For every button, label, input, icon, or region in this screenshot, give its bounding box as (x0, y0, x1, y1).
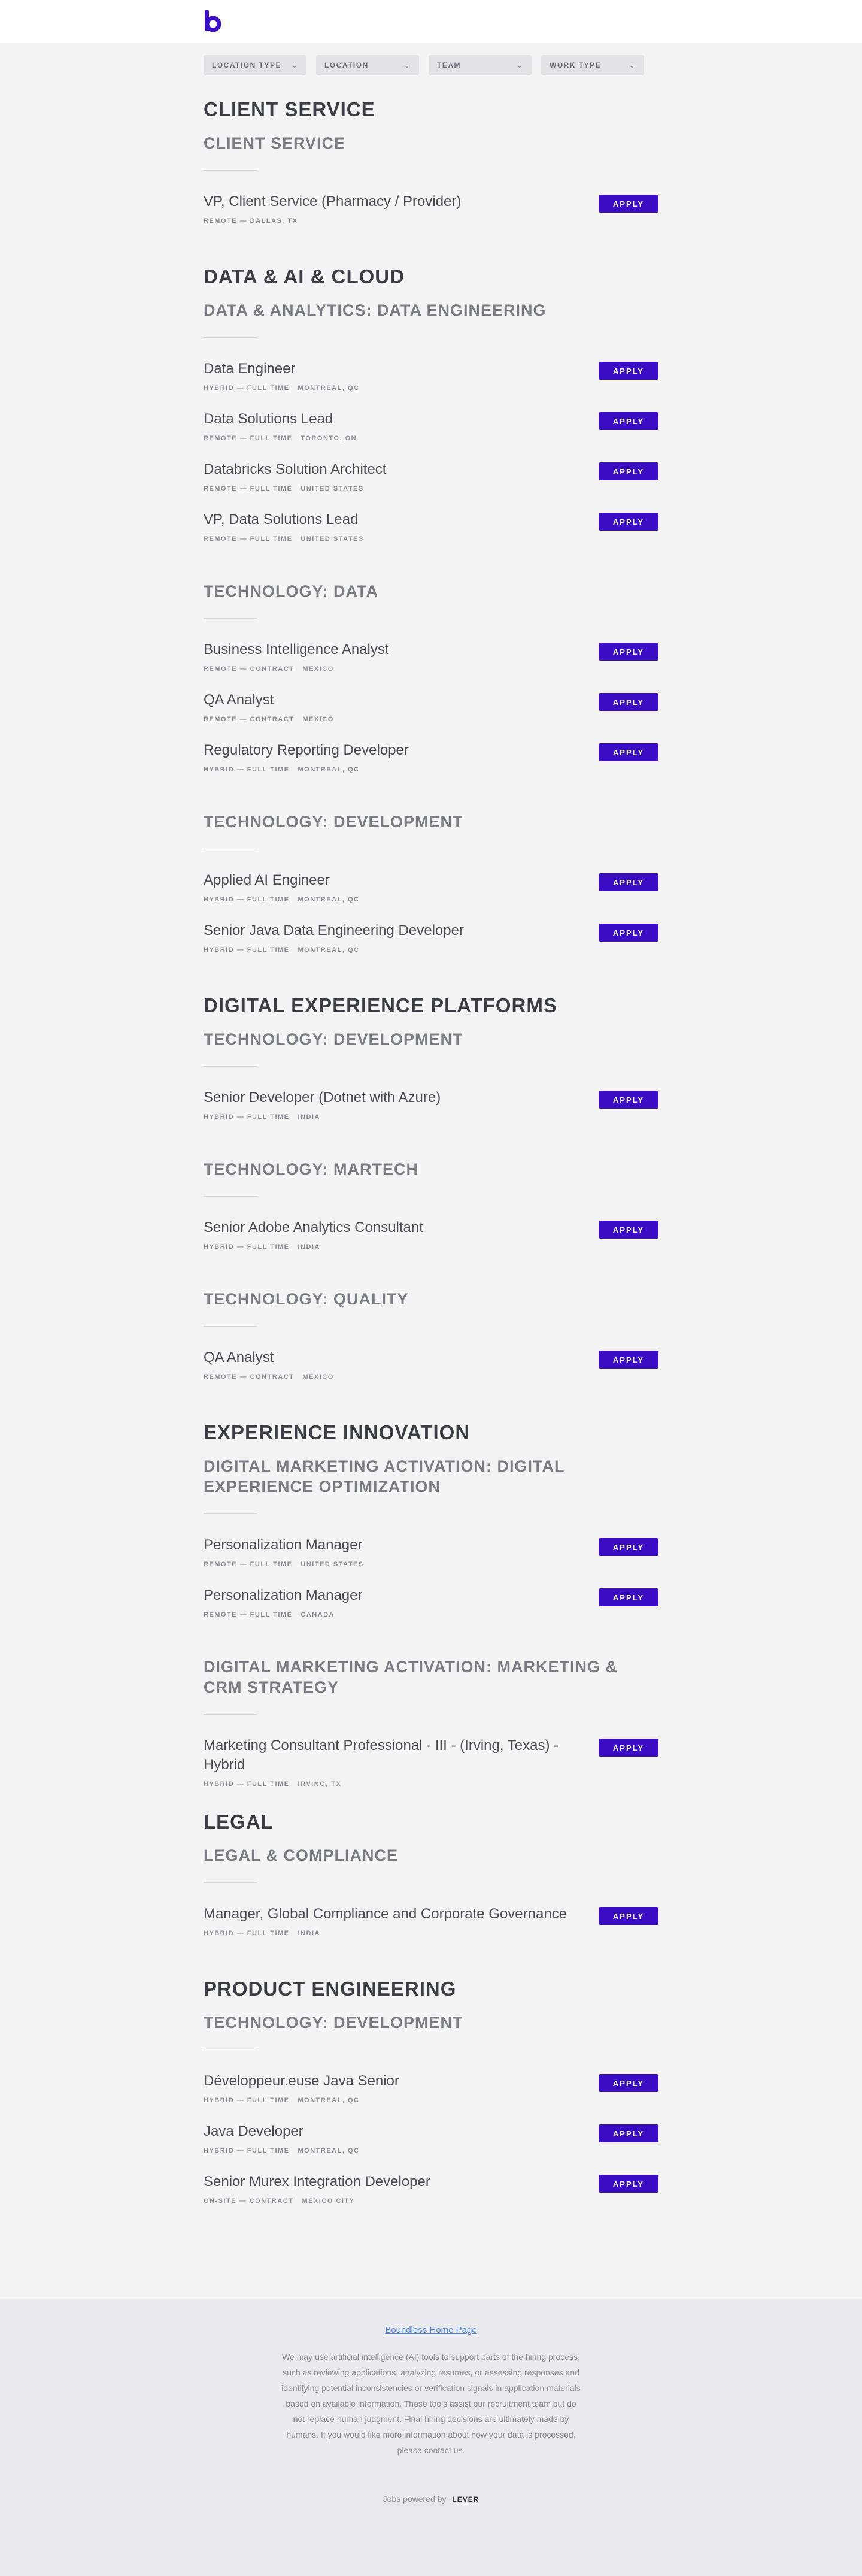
apply-button[interactable]: APPLY (599, 1538, 658, 1556)
posting-info (204, 691, 334, 723)
job-title-link[interactable]: Databricks Solution Architect (204, 461, 387, 477)
job-title-link[interactable]: Senior Developer (Dotnet with Azure) (204, 1089, 441, 1106)
posting-info (204, 1905, 567, 1937)
posting-meta (204, 1243, 423, 1251)
work-type: HYBRID — FULL TIME (204, 1781, 290, 1788)
work-type: REMOTE — FULL TIME (204, 435, 293, 442)
department-section (204, 265, 658, 971)
job-posting (204, 192, 658, 243)
job-title-link[interactable]: Développeur.euse Java Senior (204, 2073, 399, 2089)
department-title: DIGITAL EXPERIENCE PLATFORMS (204, 994, 557, 1016)
job-location: INDIA (298, 1113, 320, 1121)
chevron-down-icon: ⌄ (292, 62, 298, 69)
work-type: HYBRID — FULL TIME (204, 896, 290, 903)
job-location: MEXICO CITY (302, 2197, 355, 2205)
posting-meta (204, 2097, 399, 2104)
filter-location-type[interactable] (204, 55, 306, 75)
posting-info (204, 359, 359, 392)
top-bar (0, 0, 862, 43)
job-location: TORONTO, ON (301, 435, 357, 442)
posting-meta (204, 665, 389, 673)
posting-info (204, 1088, 441, 1121)
job-title-link[interactable]: VP, Client Service (Pharmacy / Provider) (204, 193, 462, 210)
team-divider (204, 1066, 257, 1067)
posting-info (204, 510, 364, 543)
posting-info (204, 1586, 363, 1618)
department-title: LEGAL (204, 1811, 274, 1833)
home-page-link[interactable]: Boundless Home Page (385, 2325, 477, 2335)
apply-button[interactable]: APPLY (599, 2074, 658, 2092)
posting-meta (204, 1930, 567, 1937)
posting-info (204, 1218, 423, 1251)
team-divider (204, 1882, 257, 1883)
team-title: CLIENT SERVICE (204, 134, 346, 152)
team-divider (204, 1196, 257, 1197)
filter-label: LOCATION TYPE (212, 61, 281, 69)
team-title: DIGITAL MARKETING ACTIVATION: DIGITAL EXPERIENCE OPTIMIZATION (204, 1457, 564, 1496)
main-content (204, 55, 658, 2223)
apply-button[interactable]: APPLY (599, 1907, 658, 1925)
apply-button[interactable]: APPLY (599, 1091, 658, 1109)
job-posting (204, 2172, 658, 2223)
job-location: MONTREAL, QC (298, 385, 360, 392)
team-title: LEGAL & COMPLIANCE (204, 1847, 399, 1864)
filter-label: TEAM (437, 61, 461, 69)
work-type: REMOTE — CONTRACT (204, 665, 295, 673)
work-type: REMOTE — CONTRACT (204, 716, 295, 723)
chevron-down-icon: ⌄ (629, 62, 636, 69)
department-section (204, 1811, 658, 1955)
apply-button[interactable]: APPLY (599, 1351, 658, 1369)
job-posting (204, 1088, 658, 1139)
job-title-link[interactable]: Applied AI Engineer (204, 872, 330, 888)
posting-meta (204, 535, 364, 543)
job-title-link[interactable]: Personalization Manager (204, 1587, 363, 1603)
team-title: TECHNOLOGY: DEVELOPMENT (204, 1030, 463, 1048)
job-location: MONTREAL, QC (298, 766, 360, 773)
work-type: HYBRID — FULL TIME (204, 2097, 290, 2104)
department-section (204, 1978, 658, 2223)
apply-button[interactable]: APPLY (599, 2175, 658, 2193)
posting-meta (204, 1373, 334, 1381)
job-location: INDIA (298, 1930, 320, 1937)
apply-button[interactable]: APPLY (599, 873, 658, 891)
filter-team[interactable] (429, 55, 532, 75)
company-logo-icon[interactable] (204, 10, 221, 32)
job-location: MEXICO (302, 665, 334, 673)
posting-meta (204, 435, 357, 442)
work-type: ON-SITE — CONTRACT (204, 2197, 294, 2205)
apply-button[interactable]: APPLY (599, 462, 658, 480)
job-posting (204, 1218, 658, 1269)
posting-info (204, 1736, 587, 1788)
apply-button[interactable]: APPLY (599, 1739, 658, 1757)
job-posting (204, 1586, 658, 1636)
job-posting (204, 460, 658, 510)
powered-by (0, 2494, 862, 2504)
job-location: UNITED STATES (301, 485, 364, 492)
posting-info (204, 410, 357, 442)
posting-info (204, 640, 389, 673)
department-title: DATA & AI & CLOUD (204, 265, 405, 287)
job-posting (204, 691, 658, 741)
apply-button[interactable]: APPLY (599, 743, 658, 761)
apply-button[interactable]: APPLY (599, 2124, 658, 2142)
apply-button[interactable]: APPLY (599, 643, 658, 661)
chevron-down-icon: ⌄ (404, 62, 411, 69)
job-location: INDIA (298, 1243, 320, 1251)
department-title: PRODUCT ENGINEERING (204, 1978, 457, 2000)
footer (0, 2299, 862, 2576)
work-type: HYBRID — FULL TIME (204, 1930, 290, 1937)
filter-label: LOCATION (324, 61, 369, 69)
team-divider (204, 618, 257, 619)
job-title-link[interactable]: Senior Murex Integration Developer (204, 2174, 430, 2190)
lever-logo[interactable]: LEVER (452, 2495, 479, 2504)
job-posting (204, 921, 658, 971)
posting-info (204, 1536, 364, 1568)
posting-meta (204, 2197, 430, 2205)
job-posting (204, 2122, 658, 2172)
work-type: HYBRID — FULL TIME (204, 385, 290, 392)
department-section (204, 1421, 658, 1788)
postings-list (204, 98, 658, 2223)
job-title-link[interactable]: QA Analyst (204, 1349, 274, 1366)
job-posting (204, 2072, 658, 2122)
job-location: MONTREAL, QC (298, 2147, 360, 2154)
work-type: REMOTE — FULL TIME (204, 485, 293, 492)
work-type: HYBRID — FULL TIME (204, 1243, 290, 1251)
job-posting (204, 871, 658, 921)
posting-meta (204, 946, 464, 953)
job-location: MEXICO (302, 716, 334, 723)
work-type: REMOTE — CONTRACT (204, 1373, 295, 1381)
posting-meta (204, 716, 334, 723)
posting-meta (204, 485, 386, 492)
job-posting (204, 1736, 658, 1788)
posting-meta (204, 1611, 363, 1618)
job-posting (204, 510, 658, 561)
job-title-link[interactable]: Regulatory Reporting Developer (204, 742, 409, 758)
posting-meta (204, 385, 359, 392)
posting-meta (204, 1113, 441, 1121)
work-type: HYBRID — FULL TIME (204, 1113, 290, 1121)
apply-button[interactable]: APPLY (599, 1221, 658, 1239)
job-title-link[interactable]: Business Intelligence Analyst (204, 641, 389, 658)
team-title: TECHNOLOGY: DEVELOPMENT (204, 2014, 463, 2032)
posting-info (204, 2172, 430, 2205)
team-title: TECHNOLOGY: DATA (204, 582, 378, 600)
filter-bar (204, 55, 658, 75)
apply-button[interactable]: APPLY (599, 1588, 658, 1606)
team-title: TECHNOLOGY: MARTECH (204, 1160, 418, 1178)
posting-meta (204, 217, 461, 225)
job-location: MONTREAL, QC (298, 896, 360, 903)
job-posting (204, 1348, 658, 1399)
department-section (204, 994, 658, 1399)
job-posting (204, 640, 658, 691)
job-posting (204, 1536, 658, 1586)
posting-info (204, 1348, 334, 1381)
posting-info (204, 192, 461, 225)
job-title-link[interactable]: Data Engineer (204, 361, 296, 377)
job-location: IRVING, TX (298, 1781, 342, 1788)
posting-info (204, 2072, 399, 2104)
powered-by-label: Jobs powered by (383, 2494, 447, 2504)
posting-meta (204, 1561, 364, 1568)
posting-info (204, 921, 464, 953)
job-location: UNITED STATES (301, 1561, 364, 1568)
job-title-link[interactable]: Data Solutions Lead (204, 411, 333, 427)
filter-work-type[interactable] (541, 55, 644, 75)
posting-meta (204, 766, 409, 773)
filter-location[interactable] (316, 55, 419, 75)
job-title-link[interactable]: Senior Adobe Analytics Consultant (204, 1219, 423, 1236)
job-title-link[interactable]: Marketing Consultant Professional - III - (Irving, Texas) - Hybrid (204, 1737, 559, 1773)
team-divider (204, 1326, 257, 1327)
team-divider (204, 1714, 257, 1715)
apply-button[interactable]: APPLY (599, 362, 658, 380)
job-title-link[interactable]: Senior Java Data Engineering Developer (204, 922, 464, 939)
job-location: MEXICO (302, 1373, 334, 1381)
team-title: TECHNOLOGY: QUALITY (204, 1290, 409, 1308)
job-posting (204, 410, 658, 460)
chevron-down-icon: ⌄ (517, 62, 523, 69)
posting-info (204, 871, 359, 903)
posting-meta (204, 1781, 587, 1788)
department-title: CLIENT SERVICE (204, 98, 375, 120)
job-location: MONTREAL, QC (298, 946, 360, 953)
work-type: REMOTE — FULL TIME (204, 1561, 293, 1568)
team-divider (204, 1513, 257, 1514)
apply-button[interactable]: APPLY (599, 412, 658, 430)
ai-disclosure-text: We may use artificial intelligence (AI) tools to support parts of the hiring process, such as reviewing applications, analyzing resumes, or assessing responses and identifying potential inconsistencies or verification signals in application materials based on available information. These tools assist our recruitment team but do not replace human judgment. Final hiring decisions are ultimately made by humans. If you would like more information about how your data is processed, please contact us. (281, 2352, 581, 2455)
team-title: DIGITAL MARKETING ACTIVATION: MARKETING & CRM STRATEGY (204, 1658, 618, 1696)
department-title: EXPERIENCE INNOVATION (204, 1421, 471, 1443)
apply-button[interactable]: APPLY (599, 693, 658, 711)
work-type: REMOTE — DALLAS, TX (204, 217, 298, 225)
job-title-link[interactable]: Manager, Global Compliance and Corporate Governance (204, 1906, 567, 1922)
job-location: UNITED STATES (301, 535, 364, 543)
job-posting (204, 1905, 658, 1955)
work-type: REMOTE — FULL TIME (204, 1611, 293, 1618)
work-type: REMOTE — FULL TIME (204, 535, 293, 543)
job-title-link[interactable]: VP, Data Solutions Lead (204, 511, 359, 528)
job-posting (204, 359, 658, 410)
posting-meta (204, 896, 359, 903)
job-title-link[interactable]: Java Developer (204, 2123, 303, 2139)
apply-button[interactable]: APPLY (599, 513, 658, 531)
apply-button[interactable]: APPLY (599, 924, 658, 942)
posting-info (204, 460, 386, 492)
work-type: HYBRID — FULL TIME (204, 946, 290, 953)
posting-meta (204, 2147, 359, 2154)
posting-info (204, 2122, 359, 2154)
work-type: HYBRID — FULL TIME (204, 2147, 290, 2154)
team-title: DATA & ANALYTICS: DATA ENGINEERING (204, 301, 547, 319)
job-location: MONTREAL, QC (298, 2097, 360, 2104)
job-location: CANADA (301, 1611, 335, 1618)
team-divider (204, 337, 257, 338)
job-posting (204, 741, 658, 791)
team-divider (204, 170, 257, 171)
department-section (204, 98, 658, 243)
job-title-link[interactable]: Personalization Manager (204, 1537, 363, 1553)
job-title-link[interactable]: QA Analyst (204, 692, 274, 708)
work-type: HYBRID — FULL TIME (204, 766, 290, 773)
apply-button[interactable]: APPLY (599, 195, 658, 213)
team-title: TECHNOLOGY: DEVELOPMENT (204, 813, 463, 831)
posting-info (204, 741, 409, 773)
filter-label: WORK TYPE (550, 61, 602, 69)
